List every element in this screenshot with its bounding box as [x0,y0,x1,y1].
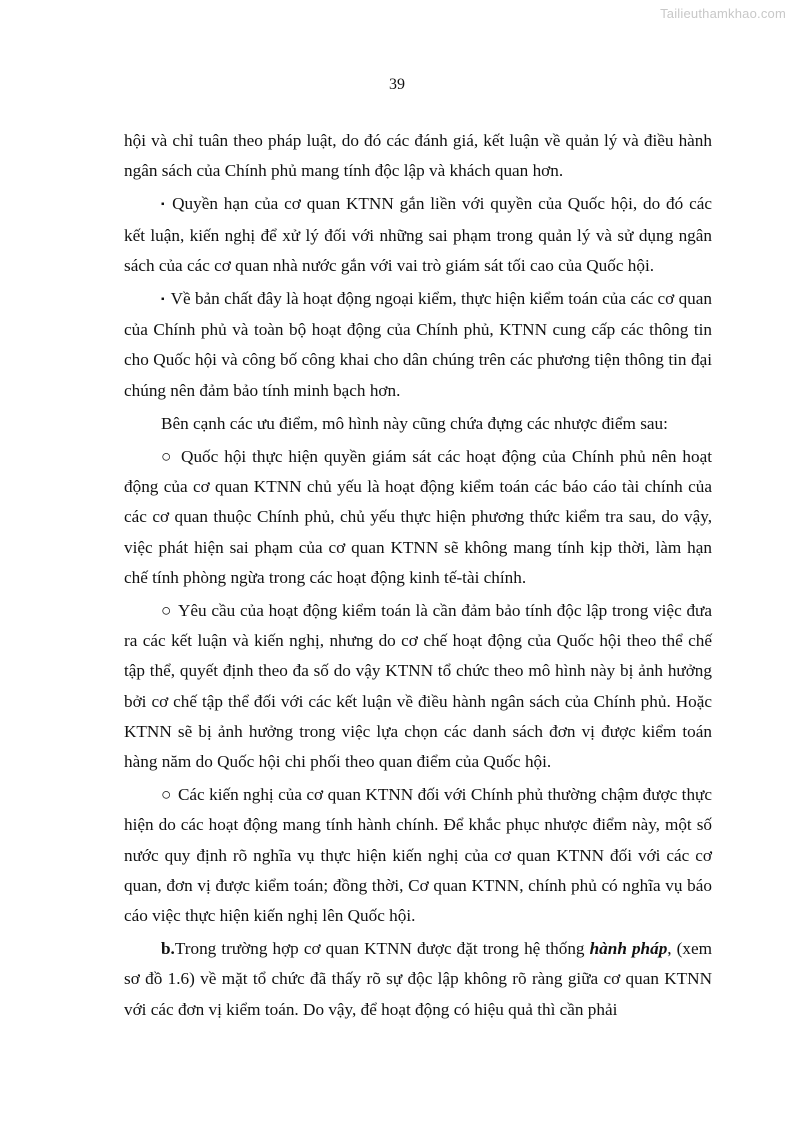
circle-bullet-icon: ○ [161,601,172,621]
watermark: Tailieuthamkhao.com [660,6,786,21]
paragraph-4 [124,409,712,439]
paragraph-text: Quyền hạn của cơ quan KTNN gắn liền với quyền của Quốc hội, do đó các kết luận, kiến nghị để xử lý đối với những sai phạm trong quản lý và sử dụng ngân sách của các cơ quan nhà nước gắn với vai trò giám sát tối cao của Quốc hội. [124,194,712,275]
paragraph-text: Yêu cầu của hoạt động kiểm toán là cần đảm bảo tính độc lập trong việc đưa ra các kết luận và kiến nghị, nhưng do cơ chế hoạt động của Quốc hội theo thể chế tập thể, quyết định theo đa số do vậy KTNN tổ chức theo mô hình này bị ảnh hưởng bởi cơ chế tập thể đối với các kết luận về điều hành ngân sách của Chính phủ. Hoặc KTNN sẽ bị ảnh hưởng trong việc lựa chọn các danh sách đơn vị được kiểm toán hàng năm do Quốc hội chi phối theo quan điểm của Quốc hội. [124,601,712,772]
paragraph-2 [124,189,712,281]
paragraph-6 [124,596,712,777]
circle-bullet-icon: ○ [161,447,174,467]
emphasis-text: hành pháp [589,939,668,959]
paragraph-text: Các kiến nghị của cơ quan KTNN đối với Chính phủ thường chậm được thực hiện do các hoạt động mang tính hành chính. Để khắc phục nhược điểm này, một số nước quy định rõ nghĩa vụ thực hiện kiến nghị của cơ quan KTNN đối với các cơ quan, đơn vị được kiểm toán; đồng thời, Cơ quan KTNN, chính phủ có nghĩa vụ báo cáo việc thực hiện kiến nghị lên Quốc hội. [124,785,712,926]
paragraph-8 [124,934,712,1025]
section-label: b. [161,939,175,959]
paragraph-7 [124,780,712,931]
page-number: 39 [389,76,405,93]
document-body [124,126,712,1025]
paragraph-text: Quốc hội thực hiện quyền giám sát các hoạt động của Chính phủ nên hoạt động của cơ quan KTNN chủ yếu là hoạt động kiểm toán các báo cáo tài chính của các cơ quan thuộc Chính phủ, chủ yếu thực hiện phương thức kiểm tra sau, do vậy, việc phát hiện sai phạm của cơ quan KTNN sẽ không mang tính kịp thời, làm hạn chế tính phòng ngừa trong các hoạt động kinh tế-tài chính. [124,447,712,587]
paragraph-5 [124,442,712,593]
square-bullet-icon: ▪ [161,294,165,306]
paragraph-text: hội và chỉ tuân theo pháp luật, do đó các đánh giá, kết luận về quản lý và điều hành ngân sách của Chính phủ mang tính độc lập và khách quan hơn. [124,131,712,181]
square-bullet-icon: ▪ [161,199,167,211]
paragraph-text: , (xem sơ đồ 1.6) về mặt tổ chức đã thấy rõ sự độc lập không rõ ràng giữa cơ quan KTNN với các đơn vị kiểm toán. Do vậy, để hoạt động có hiệu quả thì cần phải [124,939,712,1019]
paragraph-text: Bên cạnh các ưu điểm, mô hình này cũng chứa đựng các nhược điểm sau: [161,413,668,433]
circle-bullet-icon: ○ [161,785,172,805]
paragraph-text: Về bản chất đây là hoạt động ngoại kiểm, thực hiện kiểm toán của các cơ quan của Chính phủ và toàn bộ hoạt động của Chính phủ, KTNN cung cấp các thông tin cho Quốc hội và công bố công khai cho dân chúng trên các phương tiện thông tin đại chúng nên đảm bảo tính minh bạch hơn. [124,289,712,400]
paragraph-text: Trong trường hợp cơ quan KTNN được đặt trong hệ thống [174,939,590,959]
paragraph-3 [124,284,712,406]
paragraph-1 [124,126,712,186]
